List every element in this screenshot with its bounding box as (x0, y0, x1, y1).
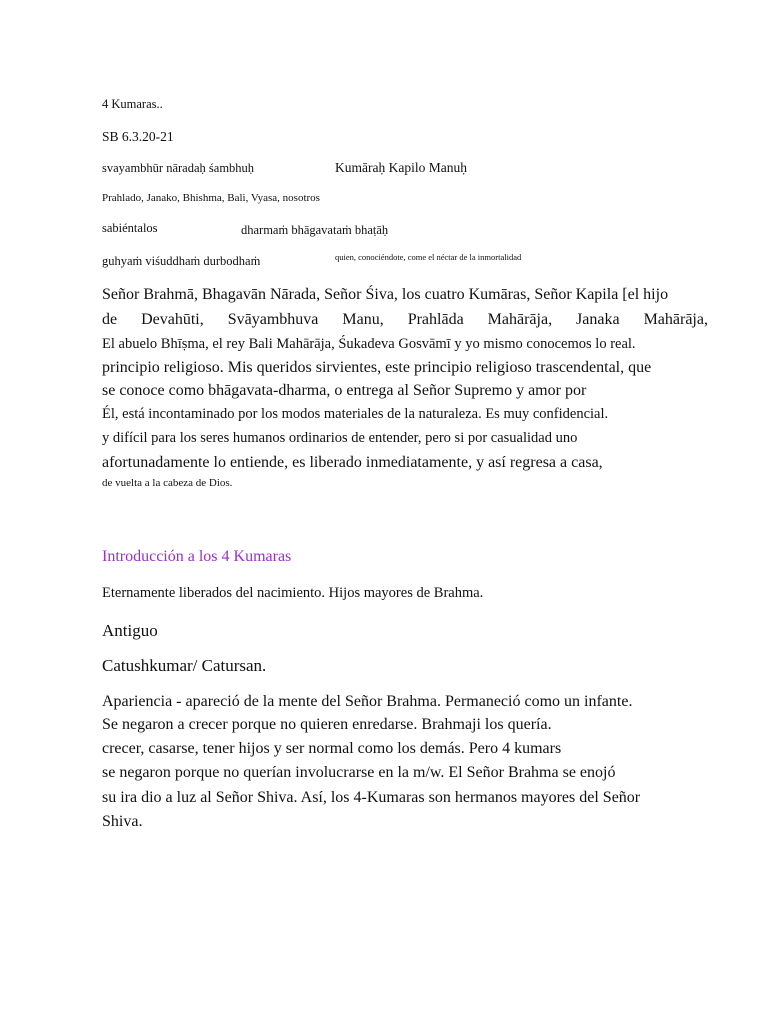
verse-reference: SB 6.3.20-21 (102, 129, 174, 144)
translation-word: de (102, 311, 118, 328)
translation-word: Mahārāja, (643, 311, 708, 328)
intro-line6: Shiva. (102, 813, 143, 830)
verse-row4-right: quien, conociéndote, come el néctar de la inmortalidad (335, 252, 522, 262)
intro-paragraph-1: Eternamente liberados del nacimiento. Hijos mayores de Brahma. (102, 585, 484, 601)
verse-row3-right: dharmaṁ bhāgavataṁ bhaṭāḥ (241, 223, 389, 237)
translation-line3: El abuelo Bhīṣma, el rey Bali Mahārāja, Śukadeva Gosvāmī y yo mismo conocemos lo real. (102, 336, 636, 352)
translation-word: Manu, (342, 311, 384, 328)
intro-line3: crecer, casarse, tener hijos y ser normal como los demás. Pero 4 kumars (102, 740, 562, 757)
doc-title: 4 Kumaras.. (102, 97, 163, 111)
translation-word: Prahlāda (407, 311, 464, 328)
intro-paragraph-2: Antiguo (102, 621, 158, 640)
verse-row2: Prahlado, Janako, Bhishma, Bali, Vyasa, nosotros (102, 192, 320, 204)
intro-line5: su ira dio a luz al Señor Shiva. Así, los 4-Kumaras son hermanos mayores del Señor (102, 789, 641, 806)
verse-row1-right: Kumāraḥ Kapilo Manuḥ (335, 160, 467, 175)
verse-row3-left: sabiéntalos (102, 221, 158, 235)
verse-row4-left: guhyaṁ viśuddhaṁ durbodhaṁ (102, 254, 261, 268)
translation-line1: Señor Brahmā, Bhagavān Nārada, Señor Śiva, los cuatro Kumāras, Señor Kapila [el hijo (102, 286, 669, 303)
translation-line2 (102, 312, 708, 328)
verse-row1-left: svayambhūr nāradaḥ śambhuḥ (102, 161, 255, 175)
translation-line9: de vuelta a la cabeza de Dios. (102, 477, 233, 489)
intro-line1: Apariencia - apareció de la mente del Señor Brahma. Permaneció como un infante. (102, 693, 633, 710)
intro-line2: Se negaron a crecer porque no quieren enredarse. Brahmaji los quería. (102, 716, 552, 733)
translation-line4: principio religioso. Mis queridos sirvientes, este principio religioso trascendental, que (102, 359, 652, 376)
section-heading: Introducción a los 4 Kumaras (102, 548, 292, 565)
translation-word: Mahārāja, (487, 311, 553, 328)
translation-line6: Él, está incontaminado por los modos materiales de la naturaleza. Es muy confidencial. (102, 406, 609, 422)
translation-line7: y difícil para los seres humanos ordinarios de entender, pero si por casualidad uno (102, 430, 578, 446)
translation-word: Devahūti, (141, 311, 204, 328)
intro-line4: se negaron porque no querían involucrarse en la m/w. El Señor Brahma se enojó (102, 764, 616, 781)
translation-line8: afortunadamente lo entiende, es liberado inmediatamente, y así regresa a casa, (102, 454, 603, 471)
translation-word: Svāyambhuva (227, 311, 319, 328)
translation-word: Janaka (576, 311, 620, 328)
intro-paragraph-3: Catushkumar/ Catursan. (102, 656, 267, 675)
translation-line5: se conoce como bhāgavata-dharma, o entrega al Señor Supremo y amor por (102, 382, 587, 399)
